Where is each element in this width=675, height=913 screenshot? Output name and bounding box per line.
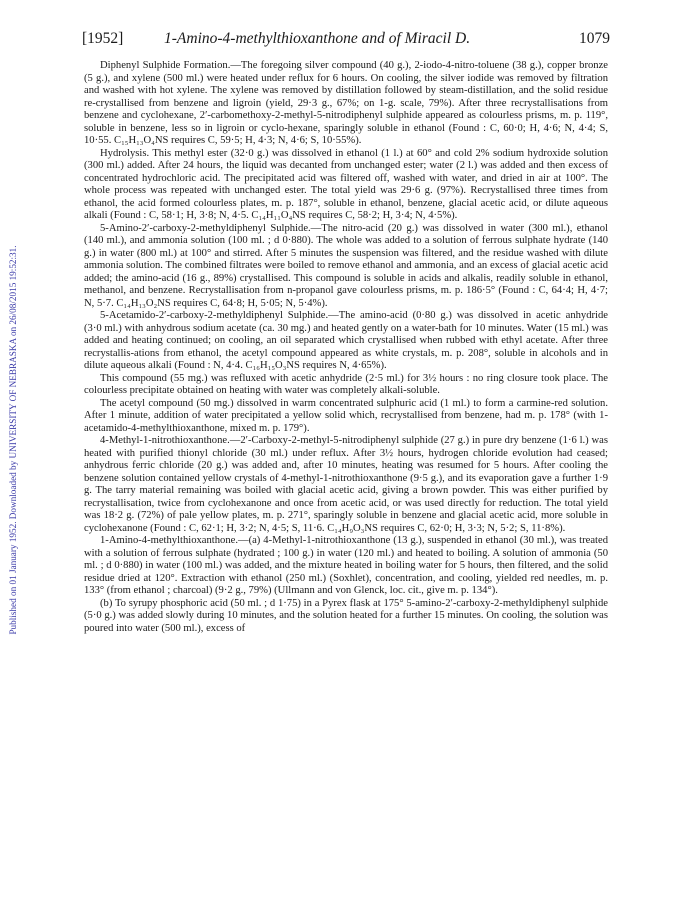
header-title: 1-Amino-4-methylthioxanthone and of Miracil D. (164, 30, 471, 47)
header-year: [1952] (82, 30, 124, 47)
paragraph-nitrothioxanthone: 4-Methyl-1-nitrothioxanthone.—2′-Carboxy-2-methyl-5-nitrodiphenyl sulphide (27 g.) in pure dry benzene (1·6 l.) was heated with purified thionyl chloride (30 ml.) under reflux. After 3½ hours, hydrogen chloride evolution had ceased; anhydrous ferric chloride (20 g.) was added and, after 10 minutes, heating was resumed for 5 hours. After cooling the benzene solution contained yellow crystals of 4-methyl-1-nitrothioxanthone (9·5 g.), and its evaporation gave a further 1·9 g. The tarry material remaining was boiled with glacial acetic acid, giving a brown powder. This was either purified by recrystallisation, twice from cyclohexanone and once from acetic acid, or was used directly for reduction. The total yield was 18·2 g. (72%) of pale yellow plates, m. p. 271°, sparingly soluble in benzene and glacial acetic acid, more soluble in cyclohexanone (Found : C, 62·1; H, 3·2; N, 4·5; S, 11·6. C₁₄H₉O₃NS requires C, 62·0; H, 3·3; N, 5·2; S, 11·8%). (84, 435, 608, 534)
paragraph-hydrolysis: Hydrolysis. This methyl ester (32·0 g.) was dissolved in ethanol (1 l.) at 60° and cold 2% sodium hydroxide solution (300 ml.) added. After 24 hours, the liquid was decanted from unchanged ester; water (2 l.) was added and then excess of concentrated hydrochloric acid. The precipitated acid was filtered off, washed with water, and dried in air at 100°. The whole process was repeated with unchanged ester. The total yield was 29·6 g. (97%). Recrystallised three times from ethanol, the acid formed colourless plates, m. p. 187°, soluble in ethanol, benzene, glacial acetic acid, or dilute aqueous alkali (Found : C, 58·1; H, 3·8; N, 4·5. C₁₄H₁₁O₄NS requires C, 58·2; H, 3·4; N, 4·5%). (84, 147, 608, 221)
paragraph-aminothioxanthone-a: 1-Amino-4-methylthioxanthone.—(a) 4-Methyl-1-nitrothioxanthone (13 g.), suspended in ethanol (30 ml.), was treated with a solution of ferrous sulphate (hydrated ; 100 g.) in water (120 ml.) and heated to boiling. A solution of ammonia (50 ml. ; d 0·880) in water (100 ml.) was added, and the mixture heated in boiling water for 5 hours, then filtered, and the solid residue dried at 120°. Extraction with ethanol (250 ml.) (Soxhlet), concentration, and cooling, yielded red needles, m. p. 133° (from ethanol ; charcoal) (9·2 g., 79%) (Ullmann and von Glenck, loc. cit., give m. p. 134°). (84, 535, 608, 596)
paragraph-diphenyl-sulphide-formation: Diphenyl Sulphide Formation.—The foregoing silver compound (40 g.), 2-iodo-4-nitro-toluene (38 g.), copper bronze (5 g.), and xylene (500 ml.) were heated under reflux for 6 hours. On cooling, the silver iodide was removed by filtration and washed with hot xylene. The xylene was removed by distillation followed by steam-distillation, and the solid residue re-crystallised from benzene and ligroin (yield, 29·3 g., 67%; on 1-g. scale, 79%). After three recrystallisations from benzene and cyclohexane, 2′-carbomethoxy-2-methyl-5-nitrodiphenyl sulphide appeared as colourless prisms, m. p. 119°, soluble in benzene, less so in ligroin or cyclo-hexane, sparingly soluble in ethanol (Found : C, 60·0; H, 4·6; N, 4·4; S, 10·55. C₁₅H₁₃O₄NS requires C, 59·5; H, 4·3; N, 4·6; S, 10·55%). (84, 60, 608, 146)
download-notice (2, 60, 24, 820)
download-notice-text: Published on 01 January 1952. Downloaded by UNIVERSITY OF NEBRASKA on 26/08/2015 19:52:31. (8, 245, 18, 635)
page-number: 1079 (579, 30, 610, 47)
page-header (82, 30, 610, 50)
paragraph-sulphuric-acid: The acetyl compound (50 mg.) dissolved in warm concentrated sulphuric acid (1 ml.) to form a carmine-red solution. After 1 minute, addition of water precipitated a yellow solid which, recrystallised from benzene, had m. p. 178° (with 1-acetamido-4-methylthioxanthone, mixed m. p. 179°). (84, 397, 608, 434)
paragraph-acetamido-sulphide: 5-Acetamido-2′-carboxy-2-methyldiphenyl Sulphide.—The amino-acid (0·80 g.) was dissolved in acetic anhydride (3·0 ml.) with anhydrous sodium acetate (ca. 30 mg.) and heated gently on a water-bath for 10 minutes. Water (15 ml.) was added and heating continued; on cooling, an oil separated which crystallised when rubbed with ethyl acetate. After three recrystallis-ations from ethanol, the acetyl compound appeared as white crystals, m. p. 208°, soluble in alcohols and in dilute aqueous alkali (Found : N, 4·4. C₁₆H₁₅O₃NS requires N, 4·65%). (84, 310, 608, 371)
article-body (84, 60, 608, 635)
paragraph-aminothioxanthone-b: (b) To syrupy phosphoric acid (50 ml. ; d 1·75) in a Pyrex flask at 175° 5-amino-2′-carboxy-2-methyldiphenyl sulphide (5·0 g.) was added slowly during 10 minutes, and the solution heated for a further 15 minutes. On cooling, the solution was poured into water (500 ml.), excess of (84, 597, 608, 634)
paragraph-reflux-test: This compound (55 mg.) was refluxed with acetic anhydride (2·5 ml.) for 3½ hours : no ring closure took place. The colourless precipitate obtained on heating with water was completely alkali-soluble. (84, 372, 608, 396)
paragraph-amino-carboxy-sulphide: 5-Amino-2′-carboxy-2-methyldiphenyl Sulphide.—The nitro-acid (20 g.) was dissolved in water (300 ml.), ethanol (140 ml.), and ammonia solution (100 ml. ; d 0·880). The whole was added to a solution of ferrous sulphate hydrate (140 g.) in water (800 ml.) at 100° and stirred. After 5 minutes the suspension was filtered, and the residue washed with dilute ammonia solution. The combined filtrates were boiled to remove ethanol and ammonia, and an excess of glacial acetic acid added; the amino-acid (16 g., 89%) crystallised. This compound is soluble in acids and alkalis, readily soluble in ethanol, methanol, and benzene. Recrystallisation from n-propanol gave colourless prisms, m. p. 186·5° (Found : C, 64·4; H, 4·7; N, 5·7. C₁₄H₁₃O₂NS requires C, 64·8; H, 5·05; N, 5·4%). (84, 222, 608, 309)
